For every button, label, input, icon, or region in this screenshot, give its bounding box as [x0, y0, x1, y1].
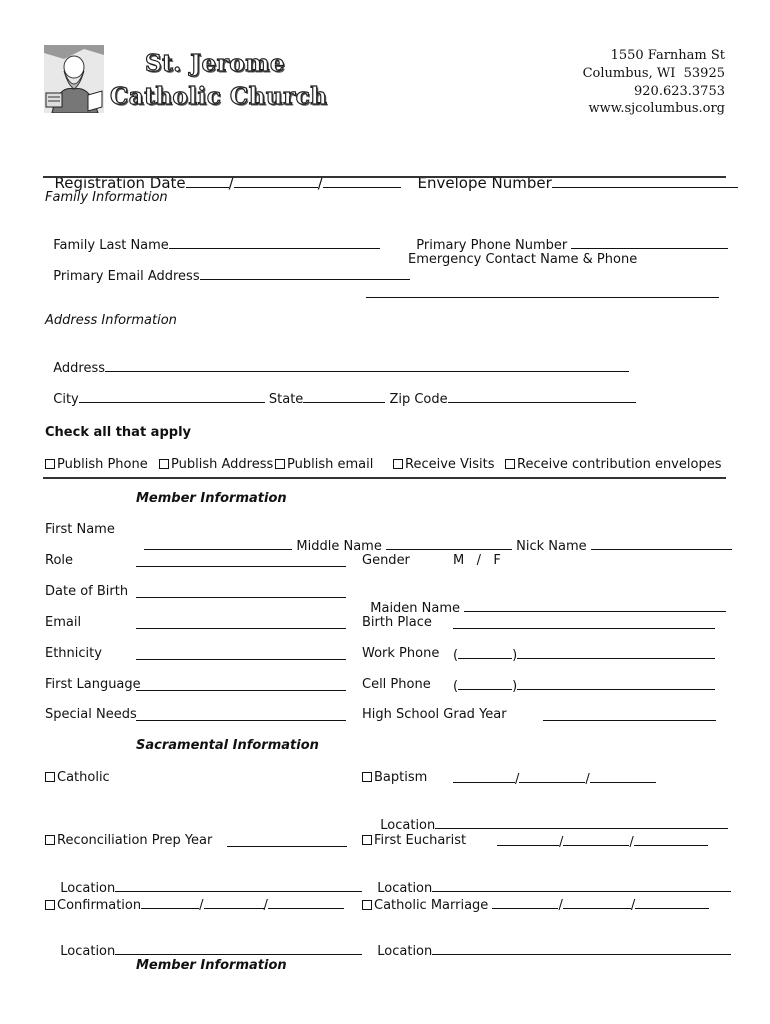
reconciliation-location-field[interactable] [115, 879, 362, 892]
cell-phone-label: Cell Phone [362, 677, 431, 692]
church-website: www.sjcolumbus.org [588, 101, 725, 116]
header-divider [43, 176, 726, 178]
marriage-month-field[interactable] [492, 896, 558, 909]
address-field[interactable] [105, 359, 629, 372]
confirmation-location-field[interactable] [115, 942, 362, 955]
emergency-contact-label: Emergency Contact Name & Phone [408, 252, 638, 267]
maiden-name-label: Maiden Name [370, 601, 461, 616]
church-name-line2: Catholic Church [110, 83, 328, 110]
registration-day-field[interactable] [234, 172, 318, 188]
member-heading: Member Information [136, 491, 287, 506]
ethnicity-field[interactable] [136, 646, 346, 660]
marriage-location-row [369, 927, 731, 959]
email-field[interactable] [136, 615, 346, 629]
confirmation-year-field[interactable] [268, 896, 344, 909]
primary-email-label: Primary Email Address [53, 269, 200, 284]
hs-grad-label: High School Grad Year [362, 707, 507, 722]
catholic-option[interactable] [45, 770, 110, 785]
maiden-name-row [362, 584, 726, 616]
reconciliation-location-label: Location [60, 881, 116, 896]
first-name-label: First Name [45, 522, 115, 537]
primary-phone-row [408, 221, 728, 253]
eucharist-location-row [369, 864, 731, 896]
confirmation-day-field[interactable] [204, 896, 264, 909]
first-eucharist-label: First Eucharist [374, 833, 467, 848]
check-option-receive-envelopes[interactable] [505, 457, 721, 472]
family-last-name-label: Family Last Name [53, 238, 169, 253]
confirmation-option[interactable]: Confirmation / / [45, 896, 344, 913]
check-option-label: Receive Visits [405, 457, 495, 472]
middle-name-label: Middle Name [296, 539, 382, 554]
baptism-date-field[interactable]: / / [453, 770, 656, 787]
special-needs-field[interactable] [136, 707, 346, 721]
reconciliation-field[interactable] [227, 833, 347, 847]
registration-month-field[interactable] [186, 172, 229, 188]
checkbox-icon [362, 835, 372, 845]
dob-label: Date of Birth [45, 584, 129, 599]
ethnicity-label: Ethnicity [45, 646, 102, 661]
check-heading: Check all that apply [45, 425, 191, 440]
emergency-contact-field[interactable] [366, 285, 719, 298]
maiden-name-field[interactable] [464, 599, 726, 612]
marriage-location-field[interactable] [432, 942, 731, 955]
work-phone-field[interactable]: ( ) [453, 646, 715, 663]
family-last-name-row [45, 221, 380, 253]
baptism-location-field[interactable] [435, 816, 728, 829]
first-eucharist-date-field[interactable]: / / [497, 833, 708, 850]
envelope-number-label: Envelope Number [417, 174, 552, 192]
checkbox-icon [393, 459, 403, 469]
sacramental-heading: Sacramental Information [136, 738, 319, 753]
confirmation-label: Confirmation [57, 898, 142, 913]
email-label: Email [45, 615, 82, 630]
gender-label: Gender [362, 553, 410, 568]
role-field[interactable] [136, 553, 346, 567]
check-option-label: Publish Address [171, 457, 274, 472]
confirmation-month-field[interactable] [141, 896, 199, 909]
church-logo [44, 45, 104, 113]
registration-year-field[interactable] [323, 172, 401, 188]
birth-place-field[interactable] [453, 615, 715, 629]
dob-field[interactable] [136, 584, 346, 598]
check-divider [43, 477, 726, 479]
primary-phone-label: Primary Phone Number [416, 238, 568, 253]
marriage-day-field[interactable] [563, 896, 631, 909]
church-phone: 920.623.3753 [634, 84, 725, 99]
check-option-label: Publish email [287, 457, 374, 472]
check-option-publish-address[interactable] [159, 457, 273, 472]
checkbox-icon [159, 459, 169, 469]
checkbox-icon [275, 459, 285, 469]
baptism-option[interactable] [362, 770, 427, 785]
reconciliation-option[interactable] [45, 833, 212, 848]
check-option-receive-visits[interactable] [393, 457, 495, 472]
checkbox-icon [45, 900, 55, 910]
primary-email-field[interactable] [200, 267, 410, 280]
state-field[interactable] [303, 390, 385, 403]
cell-phone-field[interactable]: ( ) [453, 677, 715, 694]
check-option-publish-email[interactable] [275, 457, 373, 472]
primary-email-row [45, 252, 410, 284]
checkbox-icon [45, 772, 55, 782]
marriage-year-field[interactable] [635, 896, 709, 909]
reconciliation-location-row [52, 864, 362, 896]
marriage-option[interactable]: Catholic Marriage / / [362, 896, 709, 913]
address-label: Address [53, 361, 106, 376]
gender-options[interactable]: M / F [453, 553, 501, 568]
nick-name-field[interactable] [591, 537, 732, 550]
address-heading: Address Information [45, 313, 177, 328]
hs-grad-field[interactable] [543, 707, 716, 721]
registration-date-label: Registration Date [54, 174, 186, 192]
zip-label: Zip Code [389, 392, 448, 407]
first-language-label: First Language [45, 677, 141, 692]
check-option-label: Publish Phone [57, 457, 148, 472]
city-state-zip-row [45, 375, 636, 407]
special-needs-label: Special Needs [45, 707, 137, 722]
baptism-label: Baptism [374, 770, 428, 785]
registration-date-row: Registration Date / / [45, 154, 401, 192]
marriage-location-label: Location [377, 944, 433, 959]
church-city: Columbus, WI 53925 [582, 66, 725, 81]
checkbox-icon [45, 835, 55, 845]
state-label: State [268, 392, 304, 407]
baptism-location-row [372, 801, 728, 833]
nick-name-label: Nick Name [516, 539, 587, 554]
work-phone-label: Work Phone [362, 646, 440, 661]
first-eucharist-option[interactable] [362, 833, 466, 848]
check-option-publish-phone[interactable] [45, 457, 148, 472]
work-phone-area-field[interactable] [458, 646, 512, 659]
city-label: City [53, 392, 79, 407]
marriage-label: Catholic Marriage [374, 898, 489, 913]
checkbox-icon [362, 772, 372, 782]
first-name-field[interactable] [144, 537, 292, 550]
church-name-line1: St. Jerome [145, 50, 286, 77]
church-address: 1550 Farnham St [610, 48, 725, 63]
zip-field[interactable] [448, 390, 636, 403]
checkbox-icon [45, 459, 55, 469]
cell-phone-number-field[interactable] [517, 677, 715, 690]
catholic-label: Catholic [57, 770, 110, 785]
checkbox-icon [362, 900, 372, 910]
birth-place-label: Birth Place [362, 615, 432, 630]
city-field[interactable] [79, 390, 265, 403]
baptism-location-label: Location [380, 818, 436, 833]
checkbox-icon [505, 459, 515, 469]
eucharist-location-label: Location [377, 881, 433, 896]
role-label: Role [45, 553, 74, 568]
name-fields-row [136, 522, 732, 554]
envelope-number-row [408, 154, 738, 192]
check-option-label: Receive contribution envelopes [517, 457, 722, 472]
first-language-field[interactable] [136, 677, 346, 691]
family-last-name-field[interactable] [169, 236, 380, 249]
middle-name-field[interactable] [386, 537, 512, 550]
reconciliation-label: Reconciliation Prep Year [57, 833, 213, 848]
confirmation-location-label: Location [60, 944, 116, 959]
primary-phone-field[interactable] [571, 236, 728, 249]
footer-member-heading: Member Information [136, 958, 287, 973]
confirmation-location-row [52, 927, 362, 959]
work-phone-number-field[interactable] [517, 646, 715, 659]
envelope-number-field[interactable] [552, 172, 738, 188]
eucharist-location-field[interactable] [432, 879, 731, 892]
cell-phone-area-field[interactable] [458, 677, 512, 690]
family-heading: Family Information [45, 190, 168, 205]
address-row [45, 344, 629, 376]
